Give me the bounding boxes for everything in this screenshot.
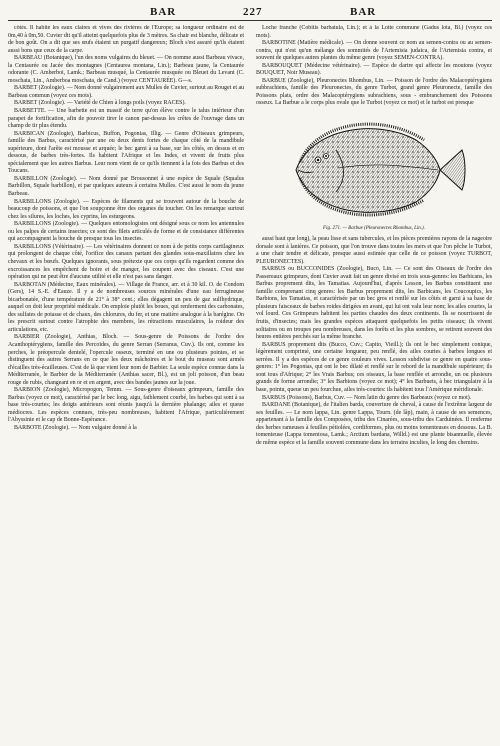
entry-paragraph: BARBOTINE (Matière médicale). — On donne souvent ce nom au semen-contra ou au semen-contra, qui n'est qu'un mélange des sommités de l'Artemisia judaica, de l'Artemisia contra, et souvent de quelques autres plantes du même genre (voyez SEMEN-CONTRA). bbox=[256, 40, 492, 62]
running-head-left: BAR bbox=[150, 6, 177, 18]
right-column bbox=[256, 25, 492, 740]
entry-paragraph: BARBILLONS (Zoologie). — Espèces de filaments qui se trouvent autour de la bouche de beaucoup de poissons, et que l'on soupçonne être des organes du toucher. On les remarque surtout chez les silures, les loches, les cyprins, les esturgeons. bbox=[8, 198, 244, 220]
entry-paragraph: BARBILLONS (Zoologie). — Quelques entomologistes ont désigné sous ce nom les antennules ou les palpes de certains insectes; ce sont des filets articulés de forme et de consistance différentes qui accompagnent la bouche de presque tous les insectes. bbox=[8, 221, 244, 243]
entry-paragraph: BARBUS proprement dits (Bucco, Cuv.; Capito, Vieill.); ils ont le bec simplement conique, légèrement comprimé, une certaine longueur, peu renflé, des ailes courtes à barbes longues et serrées. Il y a des espèces de ce genre couleurs vives. Lesson subdivise ce genre en quatre sous-genres: 1° les Pogonias, qui ont le bec dilaté et renflé sur le rebord de la mandibule supérieure; ils sont tous d'Afrique; 2° les Vrais Barbus; ces oiseaux, la base renflée et arrondie, un ou plusieurs grands de forme arrondie; 3° les Barbions (voyez ce mot); 4° les Barbuets, à bec triangulaire à la base, pointu, queue un peu fourchue, ailes très-courtes: ils habitent tous l'Amérique méridionale. bbox=[256, 341, 492, 393]
entry-paragraph: BARDANE (Botanique), de l'italien barda, couverture de cheval, à cause de l'extrême largeur de ses feuilles. — Le nom lappa, Lin. genre Lappa, Tourn. (de lâp), main, à cause de ses semences, appartenant à la famille des Composées, tribu des Cinarées, sous-tribu des Carduinées. Il renferme des herbes rameuses à feuilles pétiolées, cordiformes, plus ou moins tomenteuses en dessous. La B. tomenteuse (Lappa tomentosa, Lamk.; Arctium bardana, Willd.) est une plante bisannuelle, élevée de même espèce et la famille souvent commune dans les terrains incultes, le long des chemins. bbox=[256, 402, 492, 446]
barbue-figure bbox=[256, 110, 492, 235]
entry-paragraph: BARBOTAN (Médecine, Eaux minérales). — Village de France, arr. et à 30 kil. O. de Condom (Gers), 14 S.-E. d'Eauze. Il y a de nombreuses sources minérales d'une eau ferrugineuse bicarbonatée, d'une température de 21° à 38° cent.; elles dégagent un peu de gaz sulfhydrique, auquel on doit leur propriété médicale. On emploie plutôt les boues, qui renferment des carbonates, des sulfates de potasse et de chaux, des chlorures, du fer, et une matière analogue à la barégine. On les prescrit surtout contre l'atrophie des membres, les rétractions musculaires, la roideur des articulations, etc. bbox=[8, 281, 244, 333]
entry-paragraph: côtés. Il habite les eaux claires et vives des rivières de l'Europe; sa longueur ordinaire est de 0m,40 à 0m,50. Cuvier dit qu'il atteint quelquefois plus de 3 mètres. Sa chair est blanche, délicate et de bon goût. On a dit que ses œufs étaient un purgatif dangereux; Bloch s'est assuré qu'ils étaient aussi bons que ceux de la carpe. bbox=[8, 25, 244, 54]
entry-paragraph: BARBOTE (Zoologie). — Nom vulgaire donné à la bbox=[14, 424, 137, 431]
entry-paragraph: BARBION (Zoologie), Micropogon, Temm. — Sous-genre d'oiseaux grimpeurs, famille des Barbus (voyez ce mot), caractérisé par le bec long, aigu, faiblement courbé, les barbes qui sont à sa base très-courtes; les doigts antérieurs sont réunis jusqu'à la dernière phalange; ailes et queue médiocres. Les espèces connues, très-peu nombreuses, habitent l'Afrique, particulièrement l'Abyssinie et le cap de Bonne-Espérance. bbox=[8, 387, 244, 424]
header-rule bbox=[8, 20, 492, 21]
left-column bbox=[8, 25, 244, 740]
running-head-right: BAR bbox=[350, 6, 377, 18]
entry-paragraph: BARBUS ou BUCCONIDES (Zoologie), Buco, Lin. — Ce sont des Oiseaux de l'ordre des Passereaux grimpeurs, dont Cuvier avait fait un genre divisé en trois sous-genres: les Barbicans, les Barbus proprement dits, les Tamatias. Aujourd'hui, d'après Lesson, les Barbus constituent une famille comprenant cinq genres: les Barbus proprement dits, les Barbicans, les Coucoupics, les Barbions, les Tamatias, et caractérisée par un bec gros et renflé sur les côtés et garni à sa base de plusieurs faisceaux de barbes roides dirigées en avant, qui lui ont valu leur nom; les ailes courtes, la vol lourd. Ces Grimpeurs habitent les parties chaudes des deux continents. Ils se nourrissent de fruits, d'insectes; mais les grandes espèces attaquent quelquefois les petits oiseaux; ils vivent solitaires ou en troupes peu nombreuses, dans les forêts et les plus sombres, se retirent souvent des heures entières perchés sur la même branche. bbox=[256, 266, 492, 341]
entry-paragraph: BARBUE (Zoologie), Pleuronectes Rhombus, Lin. — Poisson de l'ordre des Malacoptérygiens subbrachiens, famille des Pleuronectes, du genre Turbot, grand genre Pleuronecte, famille des Poissons plats, ordre des Malacoptérygiens subrachiens, sous - embranchement des Poissons osseux. La Barbue a le corps plus ovale que le Turbot (voyez ce mot) et le turbot est presque bbox=[256, 77, 492, 107]
entry-paragraph: BARBET (Zoologie). — Nom donné vulgairement aux Mulles de Cuvier, surtout au Rouget et au Barbeau commun (voyez ces mots). bbox=[8, 85, 244, 99]
figure-caption: Fig. 271. — Barbue (Pleuronectes Rhombus, Lin.). bbox=[323, 226, 425, 232]
barbue-fish-icon bbox=[256, 110, 492, 225]
entry-paragraph: Loche franche (Cobitis barbatula, Lin.); et à la Lotte commune (Gadus lota, Bl.) (voyez ces mots). bbox=[256, 25, 492, 39]
entry-paragraph: BARBET (Zoologie). — Variété de Chien à longs poils (voyez RACES). bbox=[14, 100, 186, 107]
entry-paragraph: BARBIER (Zoologie), Anthias, Bloch. — Sous-genre de Poissons de l'ordre des Acanthoptérygiens, famille des Percoïdes, du genre Serran (Serranus, Cuv.). Ils ont, comme les perches, le préopercule dentelé, l'opercule osseux, terminé en une ou plusieurs pointes, et se distinguent des autres Serrans en ce que les deux mâchoires et le bout du museau sont armés d'écailles très-écailleuses. C'est de là que vient leur nom de Barbier. La seule espèce connue dans la Méditerranée, le Barbier de la Méditerranée (Anthias sacer, Bl.), est un joli poisson, d'un beau rouge de rubis, changeant en or et en argent, avec des bandes jaunes sur la joue. bbox=[8, 334, 244, 386]
entry-paragraph: BARBEAU (Botanique), l'un des noms vulgaires du bleuet. — On nomme aussi Barbeau vivace, la Centaurée ou Jacée des montagnes (Centaurea montana, Lin.); Barbeau jaune, la Centaurée odorante (C. Amberboi, Lamk.; Barbeau musqué, la Centaurée musquée ou Bleuet du Levant (C. moschata, Lin., Amberboa moschata, de Cand.) (voyez CENTAURÉE). G—s. bbox=[8, 55, 244, 84]
entry-paragraph: BARBILLONS (Vétérinaire). — Les vétérinaires donnent ce nom à de petits corps cartilagineux qui prolongent de chaque côté, l'orifice des canaux partant des glandes sous-maxillaires chez les chevaux et les bœufs. Quelques ignorants, sous prétexte que ces corps qu'ils regardent comme des excroissances les empêchent de boire et de manger, les coupent avec des ciseaux. C'est une opération qui ne peut être d'aucune utilité et elle n'est pas sans danger. bbox=[8, 243, 244, 281]
entry-paragraph: BARBOUQUET (Médecine vétérinaire). — Espèce de dartre qui affecte les moutons (voyez BOUQUET, Noir Museau). bbox=[256, 62, 492, 77]
entry-paragraph: BARBILLON (Zoologie). — Nom donné par Brousonnet à une espèce de Squale (Squalus Barbillon, Squale barbillon), et par quelques auteurs à certains Mulles. C'est aussi le nom du jeune Barbeau. bbox=[8, 175, 244, 198]
entry-paragraph: aussi haut que long), la peau lisse et sans tubercules, et les pièces premières rayons de la nageoire dorsale sont à lanières. Ce poisson, que l'on trouve dans toutes les mers et que l'on pêche le Turbot, a une chair tendre et délicate, presque aussi estimée que celle de ce poisson (voyez TURBOT, PLEURONECTES). bbox=[256, 236, 492, 265]
entry-paragraph: BARBUS (Poissons), Barbus, Cuv. — Nom latin du genre des Barbeaux (voyez ce mot). bbox=[262, 394, 472, 401]
entry-paragraph: BARBETTE. — Une barbette est un massif de terre qu'on élève contre le talus intérieur d'un parapet de fortification, afin de pouvoir tirer le canon par-dessus les crêtes de l'ouvrage dans un champ de tir plus étendu. bbox=[8, 108, 244, 130]
entry-paragraph: BARBICAN (Zoologie), Barbicus, Buffon, Pogonias, Illig. — Genre d'Oiseaux grimpeurs, famille des Barbus, caractérisé par une ou deux dents fortes de chaque côté de la mandibule supérieure, dont l'arête est mousse et arquée; le bec garni à sa base, sur les côtés, en dessus et en dessous, de barbes très-fortes. Ils habitent l'Afrique et les Indes, et vivent de fruits plus spécialement que les autres Barbus. Leur nom vient de ce qu'ils tiennent à la fois des Barbus et des Toucans. bbox=[8, 130, 244, 175]
page-number: 227 bbox=[243, 6, 263, 18]
